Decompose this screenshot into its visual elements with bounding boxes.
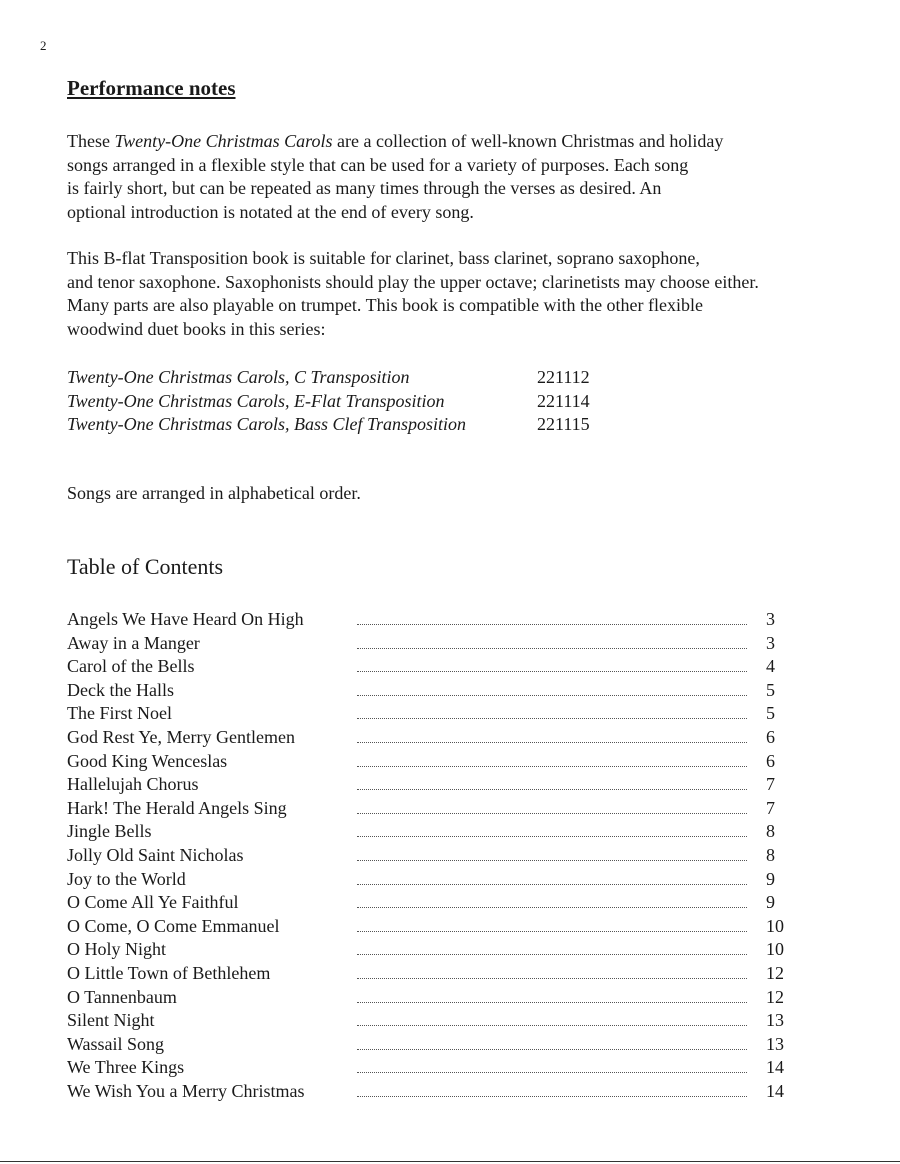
toc-entry-title: Good King Wenceslas xyxy=(67,750,228,771)
toc-dot-leader xyxy=(357,670,747,672)
related-books-list xyxy=(67,366,590,437)
toc-entry xyxy=(67,1056,797,1080)
toc-entry xyxy=(67,891,797,915)
toc-entry-title: O Holy Night xyxy=(67,939,166,960)
toc-heading: Table of Contents xyxy=(67,554,224,579)
toc-entry-page: 6 xyxy=(766,726,775,747)
toc-entry xyxy=(67,726,797,750)
book-title-italic: Twenty-One Christmas Carols xyxy=(114,131,333,151)
toc-entry-page: 12 xyxy=(766,962,784,983)
toc-entry-page: 8 xyxy=(766,821,775,842)
toc-entry-title: Jingle Bells xyxy=(67,821,152,842)
toc-entry-title: O Come, O Come Emmanuel xyxy=(67,915,280,936)
toc-entry-page: 9 xyxy=(766,892,775,913)
toc-entry-page: 13 xyxy=(766,1033,784,1054)
toc-entry xyxy=(67,632,797,656)
related-book-number: 221112 xyxy=(537,367,590,387)
toc-entry xyxy=(67,797,797,821)
toc-entry-title: O Tannenbaum xyxy=(67,986,177,1007)
toc-entry xyxy=(67,962,797,986)
toc-entry-title: Carol of the Bells xyxy=(67,656,195,677)
toc-entry-page: 14 xyxy=(766,1057,784,1078)
toc-dot-leader xyxy=(357,1071,747,1073)
toc-dot-leader xyxy=(357,883,747,885)
toc-dot-leader xyxy=(357,741,747,743)
toc-entry xyxy=(67,1080,797,1104)
toc-entry-page: 6 xyxy=(766,750,775,771)
intro-line-1-suffix: are a collection of well-known Christmas and holiday xyxy=(332,131,724,151)
toc-entry-page: 13 xyxy=(766,1010,784,1031)
toc-entry xyxy=(67,915,797,939)
toc-dot-leader xyxy=(357,906,747,908)
toc-entry xyxy=(67,608,797,632)
toc-dot-leader xyxy=(357,812,747,814)
toc-entry-title: Joy to the World xyxy=(67,868,186,889)
transposition-paragraph xyxy=(67,247,759,341)
toc-entry xyxy=(67,679,797,703)
intro-paragraph xyxy=(67,130,723,224)
intro-line-3: is fairly short, but can be repeated as many times through the verses as desired. An xyxy=(67,178,662,198)
toc-dot-leader xyxy=(357,930,747,932)
toc-entry xyxy=(67,702,797,726)
toc-entry xyxy=(67,986,797,1010)
related-book-row xyxy=(67,390,590,414)
toc-dot-leader xyxy=(357,788,747,790)
toc-entry-title: Jolly Old Saint Nicholas xyxy=(67,844,244,865)
transposition-line-2: and tenor saxophone. Saxophonists should play the upper octave; clarinetists may choose either. xyxy=(67,271,759,292)
intro-line-2: songs arranged in a flexible style that can be used for a variety of purposes. Each song xyxy=(67,154,689,175)
toc-entry xyxy=(67,820,797,844)
toc-entry xyxy=(67,773,797,797)
toc-dot-leader xyxy=(357,1024,747,1026)
toc-entry-title: We Three Kings xyxy=(67,1057,185,1078)
intro-line-1-prefix: These xyxy=(67,131,115,151)
transposition-line-4: woodwind duet books in this series: xyxy=(67,318,326,339)
toc-entry-title: God Rest Ye, Merry Gentlemen xyxy=(67,726,295,747)
intro-line-4: optional introduction is notated at the end of every song. xyxy=(67,201,474,222)
toc-dot-leader xyxy=(357,953,747,955)
page-bottom-border xyxy=(0,1161,900,1162)
intro-line-1 xyxy=(67,130,723,154)
toc-entry-title: Hark! The Herald Angels Sing xyxy=(67,797,287,818)
toc-entry-page: 10 xyxy=(766,915,784,936)
toc-dot-leader xyxy=(357,623,747,625)
toc-entry-title: Wassail Song xyxy=(67,1033,165,1054)
toc-entry-page: 7 xyxy=(766,797,775,818)
toc-entry-title: O Little Town of Bethlehem xyxy=(67,962,271,983)
toc-dot-leader xyxy=(357,1048,747,1050)
toc-entry-page: 7 xyxy=(766,774,775,795)
related-book-title: Twenty-One Christmas Carols, E-Flat Transposition xyxy=(67,390,445,411)
toc-dot-leader xyxy=(357,835,747,837)
related-book-number: 221114 xyxy=(537,390,590,411)
toc-entry-page: 14 xyxy=(766,1080,784,1101)
toc-dot-leader xyxy=(357,647,747,649)
page-title: Performance notes xyxy=(67,76,236,100)
toc-entry-title: Away in a Manger xyxy=(67,632,200,653)
toc-entry-title: We Wish You a Merry Christmas xyxy=(67,1080,305,1101)
page-number: 2 xyxy=(40,38,47,53)
related-book-title: Twenty-One Christmas Carols, C Transposition xyxy=(67,367,410,387)
related-book-row xyxy=(67,413,590,437)
toc-entry-title: O Come All Ye Faithful xyxy=(67,892,239,913)
toc-entry-page: 5 xyxy=(766,703,775,724)
related-book-number: 221115 xyxy=(537,414,590,434)
toc-entry-title: Deck the Halls xyxy=(67,679,174,700)
toc-entry xyxy=(67,1033,797,1057)
toc-entry-page: 9 xyxy=(766,868,775,889)
toc-entry xyxy=(67,868,797,892)
toc-dot-leader xyxy=(357,765,747,767)
toc-entry-page: 8 xyxy=(766,844,775,865)
toc-entry-page: 5 xyxy=(766,679,775,700)
toc-entry xyxy=(67,750,797,774)
transposition-line-1: This B-flat Transposition book is suitable for clarinet, bass clarinet, soprano saxophone, xyxy=(67,248,700,268)
toc-entry-page: 12 xyxy=(766,986,784,1007)
toc-entry xyxy=(67,1009,797,1033)
toc-entry-title: The First Noel xyxy=(67,703,172,724)
toc-entry-page: 4 xyxy=(766,656,775,677)
toc-dot-leader xyxy=(357,977,747,979)
toc-dot-leader xyxy=(357,1001,747,1003)
toc-dot-leader xyxy=(357,1095,747,1097)
toc-dot-leader xyxy=(357,859,747,861)
toc-entry-page: 3 xyxy=(766,609,775,629)
toc-entry-title: Angels We Have Heard On High xyxy=(67,609,304,629)
toc-dot-leader xyxy=(357,717,747,719)
toc-dot-leader xyxy=(357,694,747,696)
toc-entry-page: 3 xyxy=(766,632,775,653)
toc-entry xyxy=(67,844,797,868)
order-note: Songs are arranged in alphabetical order. xyxy=(67,483,361,503)
toc-entry xyxy=(67,655,797,679)
toc-entry-title: Hallelujah Chorus xyxy=(67,774,199,795)
toc-entry-title: Silent Night xyxy=(67,1010,155,1031)
related-book-row xyxy=(67,366,590,390)
toc-entry xyxy=(67,938,797,962)
transposition-line-3: Many parts are also playable on trumpet. This book is compatible with the other flexible xyxy=(67,295,704,315)
related-book-title: Twenty-One Christmas Carols, Bass Clef Transposition xyxy=(67,414,467,434)
table-of-contents xyxy=(67,608,797,1103)
toc-entry-page: 10 xyxy=(766,939,784,960)
